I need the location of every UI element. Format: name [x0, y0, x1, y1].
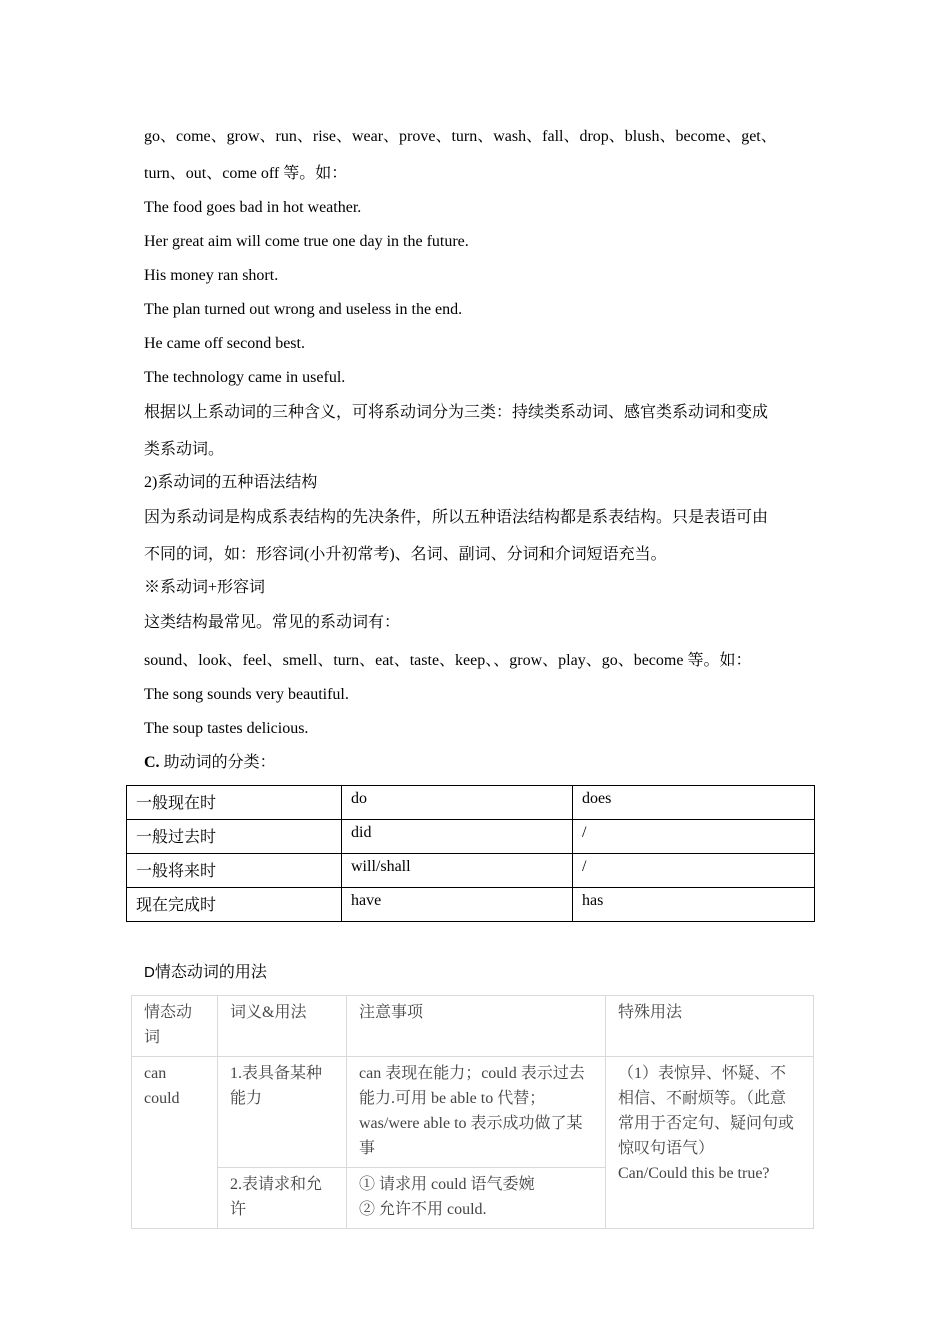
paragraph-structures: 因为系动词是构成系表结构的先决条件，所以五种语法结构都是系表结构。只是表语可由 [144, 509, 769, 526]
table-header-row [132, 996, 814, 1057]
note-request: ① 请求用 could 语气委婉 [359, 1176, 535, 1193]
paragraph-structures-cont: 不同的词，如：形容词(小升初常考)、名词、副词、分词和介词短语充当。 [144, 546, 667, 563]
example-sentence: The soup tastes delicious. [144, 720, 309, 737]
form-3rd-cell: has [573, 888, 815, 922]
modal-could: could [144, 1090, 180, 1107]
section-c-letter: C. [144, 754, 160, 771]
notes-cell: can 表现在能力；could 表示过去能力.可用 be able to 代替；was/were able to 表示成功做了某事 [347, 1057, 606, 1168]
modal-cell [132, 1057, 218, 1229]
form-cell: do [342, 786, 573, 820]
paragraph-verb-list: sound、look、feel、smell、turn、eat、taste、keep、、grow、play、go、become 等。如： [144, 652, 752, 669]
usage-cell: 1.表具备某种能力 [218, 1057, 347, 1168]
tense-cell: 一般现在时 [127, 786, 342, 820]
table-row [127, 820, 815, 854]
table-row [127, 888, 815, 922]
sub-heading: ※系动词+形容词 [144, 579, 266, 596]
form-cell: have [342, 888, 573, 922]
section-d-title: 情态动词的用法 [154, 964, 267, 981]
header-special: 特殊用法 [606, 996, 814, 1057]
form-cell: did [342, 820, 573, 854]
header-notes: 注意事项 [347, 996, 606, 1057]
example-sentence: Her great aim will come true one day in the future. [144, 233, 469, 250]
section-c-heading [144, 753, 276, 773]
section-c-title: 助动词的分类： [163, 754, 276, 771]
special-usage-text: （1）表惊异、怀疑、不相信、不耐烦等。（此意常用于否定句、疑问句或惊叹句语气） [618, 1065, 795, 1157]
table-row [132, 1057, 814, 1168]
tense-cell: 一般过去时 [127, 820, 342, 854]
section-d-heading [144, 963, 267, 983]
example-sentence: The plan turned out wrong and useless in the end. [144, 301, 463, 318]
modal-verb-table [131, 995, 814, 1229]
table-row [127, 854, 815, 888]
form-cell: will/shall [342, 854, 573, 888]
paragraph-classification-cont: 类系动词。 [144, 441, 225, 458]
paragraph-linking-verbs-list: go、come、grow、run、rise、wear、prove、turn、wash、fall、drop、blush、become、get、 [144, 128, 777, 145]
example-sentence: The technology came in useful. [144, 369, 346, 386]
header-modal: 情态动词 [132, 996, 218, 1057]
example-sentence: His money ran short. [144, 267, 279, 284]
paragraph-linking-verbs-list-cont: turn、out、come off 等。如： [144, 165, 348, 182]
tense-cell: 现在完成时 [127, 888, 342, 922]
tense-cell: 一般将来时 [127, 854, 342, 888]
section-d-letter: D [144, 964, 155, 981]
form-3rd-cell: / [573, 854, 815, 888]
usage-cell: 2.表请求和允许 [218, 1168, 347, 1229]
example-sentence: The food goes bad in hot weather. [144, 199, 362, 216]
form-3rd-cell: does [573, 786, 815, 820]
section-heading: 2)系动词的五种语法结构 [144, 474, 318, 491]
table-row [127, 786, 815, 820]
special-cell [606, 1057, 814, 1229]
form-3rd-cell: / [573, 820, 815, 854]
header-usage: 词义&用法 [218, 996, 347, 1057]
note-permission: ② 允许不用 could. [359, 1201, 487, 1218]
auxiliary-verb-table [126, 785, 815, 922]
example-sentence: The song sounds very beautiful. [144, 686, 349, 703]
example-sentence: He came off second best. [144, 335, 305, 352]
paragraph-common-verbs: 这类结构最常见。常见的系动词有： [144, 614, 401, 631]
modal-can: can [144, 1065, 167, 1082]
special-usage-example: Can/Could this be true? [618, 1165, 770, 1182]
paragraph-classification: 根据以上系动词的三种含义，可将系动词分为三类：持续类系动词、感官类系动词和变成 [144, 404, 769, 421]
notes-cell [347, 1168, 606, 1229]
